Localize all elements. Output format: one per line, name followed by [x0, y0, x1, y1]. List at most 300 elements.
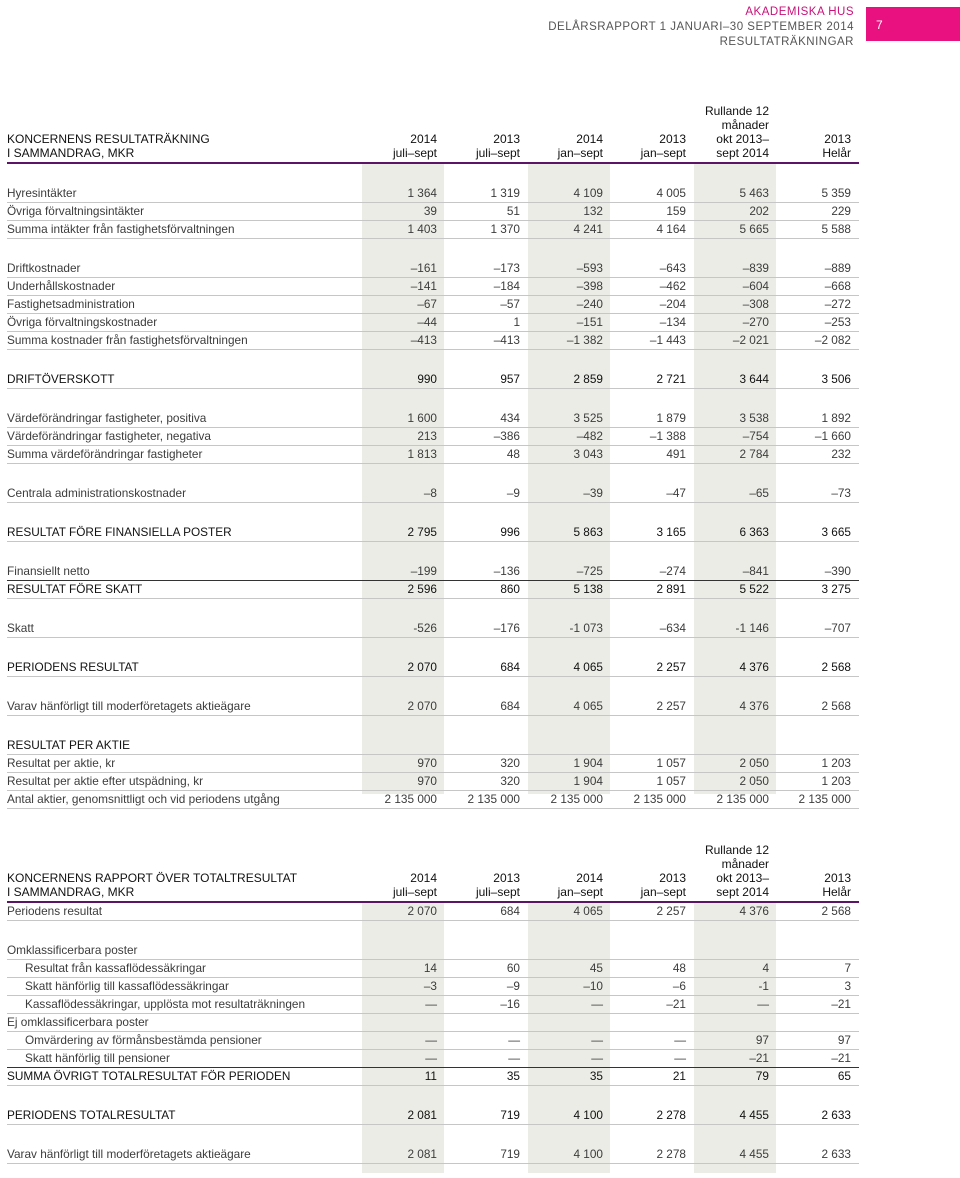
- value-cell: –16: [445, 996, 528, 1014]
- value-cell: 4 376: [694, 698, 777, 716]
- table-row: [7, 620, 859, 638]
- column-header-line: [445, 843, 520, 857]
- value-cell: –270: [694, 314, 777, 332]
- value-cell: 232: [777, 446, 859, 464]
- value-cell: –841: [694, 563, 777, 581]
- value-cell: 2 070: [362, 698, 445, 716]
- value-cell: –413: [445, 332, 528, 350]
- spacer-cell: [7, 1125, 362, 1147]
- table-row: [7, 942, 859, 960]
- value-cell: 79: [694, 1068, 777, 1086]
- column-header-line: juli–sept: [475, 146, 520, 160]
- value-cell: 2 568: [777, 698, 859, 716]
- column-header-line: [528, 843, 603, 857]
- row-label: Varav hänförligt till moderföretagets aktieägare: [7, 1146, 362, 1164]
- value-cell: 2 135 000: [528, 791, 611, 809]
- value-cell: 434: [445, 410, 528, 428]
- value-cell: –134: [611, 314, 694, 332]
- spacer-cell: [7, 389, 362, 411]
- value-cell: –199: [362, 563, 445, 581]
- spacer-cell: [445, 638, 528, 660]
- row-label: RESULTAT FÖRE FINANSIELLA POSTER: [7, 524, 362, 542]
- row-label: Summa värdeförändringar fastigheter: [7, 446, 362, 464]
- row-label: Fastighetsadministration: [7, 296, 362, 314]
- value-cell: 491: [611, 446, 694, 464]
- value-cell: 1 600: [362, 410, 445, 428]
- value-cell: 2 891: [611, 581, 694, 599]
- column-header-line: Helår: [822, 146, 851, 160]
- row-label: Summa intäkter från fastighetsförvaltningen: [7, 221, 362, 239]
- value-cell: 48: [611, 960, 694, 978]
- value-cell: —: [694, 996, 777, 1014]
- value-cell: –593: [528, 260, 611, 278]
- spacer-cell: [694, 677, 777, 699]
- value-cell: –65: [694, 485, 777, 503]
- value-cell: -1 073: [528, 620, 611, 638]
- spacer-cell: [362, 239, 445, 261]
- value-cell: 229: [777, 203, 859, 221]
- spacer-row: [7, 1125, 859, 1147]
- value-cell: –184: [445, 278, 528, 296]
- value-cell: 4 100: [528, 1146, 611, 1164]
- value-cell: 1 904: [528, 773, 611, 791]
- spacer-cell: [362, 464, 445, 486]
- column-header-line: jan–sept: [557, 885, 603, 899]
- page-header: [548, 5, 854, 50]
- value-cell: –2 021: [694, 332, 777, 350]
- column-header-line: juli–sept: [392, 146, 437, 160]
- value-cell: –668: [777, 278, 859, 296]
- value-cell: 719: [445, 1107, 528, 1125]
- value-cell: –9: [445, 978, 528, 996]
- column-header-line: 2013: [659, 132, 686, 146]
- spacer-cell: [528, 464, 611, 486]
- table-row: [7, 960, 859, 978]
- spacer-cell: [611, 503, 694, 525]
- spacer-cell: [7, 921, 362, 943]
- spacer-cell: [777, 599, 859, 621]
- value-cell: 684: [445, 698, 528, 716]
- row-label: Antal aktier, genomsnittligt och vid periodens utgång: [7, 791, 362, 809]
- value-cell: 213: [362, 428, 445, 446]
- value-cell: 2 050: [694, 773, 777, 791]
- column-header-line: [362, 104, 437, 118]
- value-cell: 2 278: [611, 1146, 694, 1164]
- row-label: RESULTAT PER AKTIE: [7, 737, 362, 755]
- row-label: Summa kostnader från fastighetsförvaltningen: [7, 332, 362, 350]
- value-cell: 3 644: [694, 371, 777, 389]
- column-header: [777, 104, 859, 163]
- value-cell: 1 057: [611, 755, 694, 773]
- value-cell: 3 165: [611, 524, 694, 542]
- spacer-row: [7, 163, 859, 185]
- table-row: [7, 659, 859, 677]
- header-row: [7, 104, 859, 163]
- value-cell: 1 319: [445, 185, 528, 203]
- value-cell: –725: [528, 563, 611, 581]
- spacer-row: [7, 464, 859, 486]
- value-cell: 2 568: [777, 902, 859, 921]
- row-label: Resultat per aktie efter utspädning, kr: [7, 773, 362, 791]
- spacer-cell: [777, 464, 859, 486]
- column-header-line: 2014: [410, 871, 437, 885]
- value-cell: 4 005: [611, 185, 694, 203]
- value-cell: [528, 942, 611, 960]
- spacer-cell: [7, 716, 362, 738]
- value-cell: -1: [694, 978, 777, 996]
- spacer-cell: [362, 350, 445, 372]
- spacer-cell: [445, 677, 528, 699]
- spacer-cell: [445, 503, 528, 525]
- table-row: [7, 260, 859, 278]
- table-row: [7, 1068, 859, 1086]
- spacer-row: [7, 599, 859, 621]
- value-cell: 2 795: [362, 524, 445, 542]
- value-cell: 3 275: [777, 581, 859, 599]
- row-label: Hyresintäkter: [7, 185, 362, 203]
- value-cell: 39: [362, 203, 445, 221]
- spacer-cell: [362, 503, 445, 525]
- table-row: [7, 296, 859, 314]
- spacer-cell: [7, 503, 362, 525]
- value-cell: 2 135 000: [694, 791, 777, 809]
- value-cell: 2 257: [611, 698, 694, 716]
- value-cell: 1 203: [777, 773, 859, 791]
- value-cell: –398: [528, 278, 611, 296]
- value-cell: –386: [445, 428, 528, 446]
- value-cell: [362, 942, 445, 960]
- value-cell: [528, 1014, 611, 1032]
- value-cell: 7: [777, 960, 859, 978]
- spacer-cell: [362, 716, 445, 738]
- value-cell: [362, 737, 445, 755]
- table-row: [7, 1146, 859, 1164]
- value-cell: –73: [777, 485, 859, 503]
- column-header-line: månader: [721, 118, 769, 132]
- spacer-cell: [362, 389, 445, 411]
- table-title: [7, 843, 362, 902]
- value-cell: 4 065: [528, 698, 611, 716]
- value-cell: 1 892: [777, 410, 859, 428]
- value-cell: 1 403: [362, 221, 445, 239]
- value-cell: –839: [694, 260, 777, 278]
- spacer-cell: [362, 921, 445, 943]
- value-cell: 4 164: [611, 221, 694, 239]
- value-cell: –272: [777, 296, 859, 314]
- spacer-cell: [445, 921, 528, 943]
- value-cell: 684: [445, 659, 528, 677]
- table-row: [7, 278, 859, 296]
- spacer-cell: [362, 1125, 445, 1147]
- spacer-cell: [694, 1086, 777, 1108]
- value-cell: [611, 737, 694, 755]
- column-header-line: jan–sept: [640, 146, 686, 160]
- spacer-cell: [611, 599, 694, 621]
- value-cell: –8: [362, 485, 445, 503]
- value-cell: 2 135 000: [445, 791, 528, 809]
- value-cell: 2 784: [694, 446, 777, 464]
- value-cell: 4 455: [694, 1107, 777, 1125]
- value-cell: 159: [611, 203, 694, 221]
- row-label: Värdeförändringar fastigheter, positiva: [7, 410, 362, 428]
- spacer-cell: [611, 542, 694, 564]
- spacer-cell: [445, 163, 528, 185]
- value-cell: 51: [445, 203, 528, 221]
- value-cell: 21: [611, 1068, 694, 1086]
- value-cell: 5 863: [528, 524, 611, 542]
- row-label: Underhållskostnader: [7, 278, 362, 296]
- value-cell: —: [445, 1032, 528, 1050]
- value-cell: 4 100: [528, 1107, 611, 1125]
- row-label: Driftkostnader: [7, 260, 362, 278]
- value-cell: —: [362, 1032, 445, 1050]
- spacer-cell: [7, 239, 362, 261]
- column-header-line: [777, 118, 851, 132]
- table-row: [7, 581, 859, 599]
- table-row: [7, 446, 859, 464]
- spacer-cell: [611, 638, 694, 660]
- value-cell: 6 363: [694, 524, 777, 542]
- value-cell: –44: [362, 314, 445, 332]
- column-header-line: [445, 857, 520, 871]
- spacer-row: [7, 239, 859, 261]
- spacer-cell: [362, 638, 445, 660]
- table-row: [7, 978, 859, 996]
- value-cell: 2 568: [777, 659, 859, 677]
- value-cell: 4: [694, 960, 777, 978]
- spacer-cell: [777, 389, 859, 411]
- value-cell: —: [362, 996, 445, 1014]
- spacer-cell: [777, 1125, 859, 1147]
- value-cell: 48: [445, 446, 528, 464]
- spacer-cell: [694, 638, 777, 660]
- value-cell: –604: [694, 278, 777, 296]
- value-cell: [611, 942, 694, 960]
- column-header-line: [777, 104, 851, 118]
- spacer-cell: [694, 599, 777, 621]
- value-cell: 2 081: [362, 1107, 445, 1125]
- value-cell: 3: [777, 978, 859, 996]
- spacer-cell: [7, 677, 362, 699]
- value-cell: –643: [611, 260, 694, 278]
- table-row: [7, 755, 859, 773]
- spacer-cell: [445, 1086, 528, 1108]
- value-cell: 990: [362, 371, 445, 389]
- row-label: PERIODENS TOTALRESULTAT: [7, 1107, 362, 1125]
- value-cell: [694, 1014, 777, 1032]
- spacer-cell: [362, 542, 445, 564]
- column-header-line: 2013: [659, 871, 686, 885]
- value-cell: 2 135 000: [611, 791, 694, 809]
- spacer-cell: [445, 599, 528, 621]
- value-cell: 5 463: [694, 185, 777, 203]
- comprehensive-income-table: [7, 843, 859, 1164]
- value-cell: 684: [445, 902, 528, 921]
- value-cell: –253: [777, 314, 859, 332]
- value-cell: –21: [777, 996, 859, 1014]
- spacer-cell: [611, 1086, 694, 1108]
- value-cell: 719: [445, 1146, 528, 1164]
- table-row: [7, 314, 859, 332]
- spacer-cell: [445, 1125, 528, 1147]
- value-cell: 957: [445, 371, 528, 389]
- column-header-line: juli–sept: [475, 885, 520, 899]
- header-row: [7, 843, 859, 902]
- table-row: [7, 1032, 859, 1050]
- column-header: [611, 843, 694, 902]
- table-row: [7, 737, 859, 755]
- value-cell: 3 538: [694, 410, 777, 428]
- table-row: [7, 1107, 859, 1125]
- value-cell: —: [362, 1050, 445, 1068]
- value-cell: 45: [528, 960, 611, 978]
- value-cell: 5 359: [777, 185, 859, 203]
- spacer-cell: [611, 350, 694, 372]
- spacer-cell: [528, 716, 611, 738]
- column-header-line: 2013: [824, 132, 851, 146]
- spacer-cell: [528, 503, 611, 525]
- value-cell: –9: [445, 485, 528, 503]
- value-cell: 1 057: [611, 773, 694, 791]
- value-cell: –1 388: [611, 428, 694, 446]
- column-header: [528, 104, 611, 163]
- table-title: [7, 104, 362, 163]
- value-cell: 2 257: [611, 659, 694, 677]
- spacer-cell: [611, 163, 694, 185]
- table-row: [7, 524, 859, 542]
- spacer-cell: [445, 542, 528, 564]
- row-label: Omvärdering av förmånsbestämda pensioner: [7, 1032, 362, 1050]
- value-cell: -526: [362, 620, 445, 638]
- value-cell: –47: [611, 485, 694, 503]
- value-cell: 2 070: [362, 902, 445, 921]
- spacer-cell: [528, 921, 611, 943]
- column-header-line: [611, 857, 686, 871]
- table-row: [7, 563, 859, 581]
- value-cell: –462: [611, 278, 694, 296]
- spacer-cell: [611, 677, 694, 699]
- column-header-line: jan–sept: [640, 885, 686, 899]
- value-cell: [611, 1014, 694, 1032]
- column-header: [528, 843, 611, 902]
- value-cell: 1 370: [445, 221, 528, 239]
- row-label: Resultat från kassaflödessäkringar: [7, 960, 362, 978]
- spacer-cell: [694, 1125, 777, 1147]
- column-header-line: 2013: [824, 871, 851, 885]
- value-cell: 2 050: [694, 755, 777, 773]
- value-cell: [445, 942, 528, 960]
- value-cell: –889: [777, 260, 859, 278]
- row-label: Finansiellt netto: [7, 563, 362, 581]
- value-cell: 2 257: [611, 902, 694, 921]
- spacer-row: [7, 677, 859, 699]
- spacer-cell: [7, 350, 362, 372]
- column-header-line: [362, 118, 437, 132]
- spacer-cell: [611, 1125, 694, 1147]
- column-header-line: 2013: [493, 132, 520, 146]
- value-cell: –151: [528, 314, 611, 332]
- table-title-line1: KONCERNENS RESULTATRÄKNING: [7, 132, 210, 146]
- value-cell: –67: [362, 296, 445, 314]
- table-title-line2: I SAMMANDRAG, MKR: [7, 146, 135, 160]
- table-row: [7, 996, 859, 1014]
- value-cell: —: [611, 1050, 694, 1068]
- column-header-line: okt 2013–: [716, 132, 769, 146]
- column-header-line: [362, 857, 437, 871]
- page-number: 7: [876, 18, 883, 32]
- row-label: RESULTAT FÖRE SKATT: [7, 581, 362, 599]
- spacer-cell: [777, 716, 859, 738]
- value-cell: 970: [362, 755, 445, 773]
- column-header-line: 2014: [576, 132, 603, 146]
- spacer-cell: [445, 389, 528, 411]
- value-cell: –1 660: [777, 428, 859, 446]
- row-label: Skatt hänförlig till pensioner: [7, 1050, 362, 1068]
- value-cell: -1 146: [694, 620, 777, 638]
- column-header-line: juli–sept: [392, 885, 437, 899]
- value-cell: 2 081: [362, 1146, 445, 1164]
- spacer-cell: [7, 464, 362, 486]
- table-row: [7, 791, 859, 809]
- value-cell: 35: [445, 1068, 528, 1086]
- spacer-cell: [528, 1125, 611, 1147]
- table-row: [7, 698, 859, 716]
- value-cell: 60: [445, 960, 528, 978]
- value-cell: 11: [362, 1068, 445, 1086]
- table-row: [7, 1050, 859, 1068]
- value-cell: –173: [445, 260, 528, 278]
- spacer-cell: [694, 464, 777, 486]
- spacer-row: [7, 503, 859, 525]
- table-row: [7, 185, 859, 203]
- column-header-line: jan–sept: [557, 146, 603, 160]
- value-cell: 320: [445, 755, 528, 773]
- spacer-cell: [694, 389, 777, 411]
- value-cell: 1 203: [777, 755, 859, 773]
- table-row: [7, 221, 859, 239]
- spacer-cell: [528, 239, 611, 261]
- table-row: [7, 410, 859, 428]
- spacer-cell: [362, 599, 445, 621]
- spacer-cell: [7, 1086, 362, 1108]
- row-label: Kassaflödessäkringar, upplösta mot resultaträkningen: [7, 996, 362, 1014]
- spacer-row: [7, 350, 859, 372]
- column-header-line: Rullande 12: [704, 104, 769, 118]
- value-cell: [777, 942, 859, 960]
- spacer-cell: [611, 239, 694, 261]
- table-title-line1: KONCERNENS RAPPORT ÖVER TOTALTRESULTAT: [7, 871, 298, 885]
- spacer-cell: [777, 503, 859, 525]
- spacer-row: [7, 389, 859, 411]
- column-header-line: [528, 857, 603, 871]
- spacer-cell: [694, 350, 777, 372]
- column-header-line: 2014: [576, 871, 603, 885]
- value-cell: 97: [777, 1032, 859, 1050]
- value-cell: —: [528, 1050, 611, 1068]
- spacer-cell: [777, 350, 859, 372]
- table-row: [7, 332, 859, 350]
- spacer-cell: [611, 389, 694, 411]
- row-label: Omklassificerbara poster: [7, 942, 362, 960]
- row-label: Skatt: [7, 620, 362, 638]
- value-cell: 4 376: [694, 659, 777, 677]
- table-row: [7, 371, 859, 389]
- value-cell: 2 633: [777, 1146, 859, 1164]
- value-cell: —: [528, 1032, 611, 1050]
- row-label: SUMMA ÖVRIGT TOTALRESULTAT FÖR PERIODEN: [7, 1068, 362, 1086]
- value-cell: 5 522: [694, 581, 777, 599]
- spacer-cell: [528, 163, 611, 185]
